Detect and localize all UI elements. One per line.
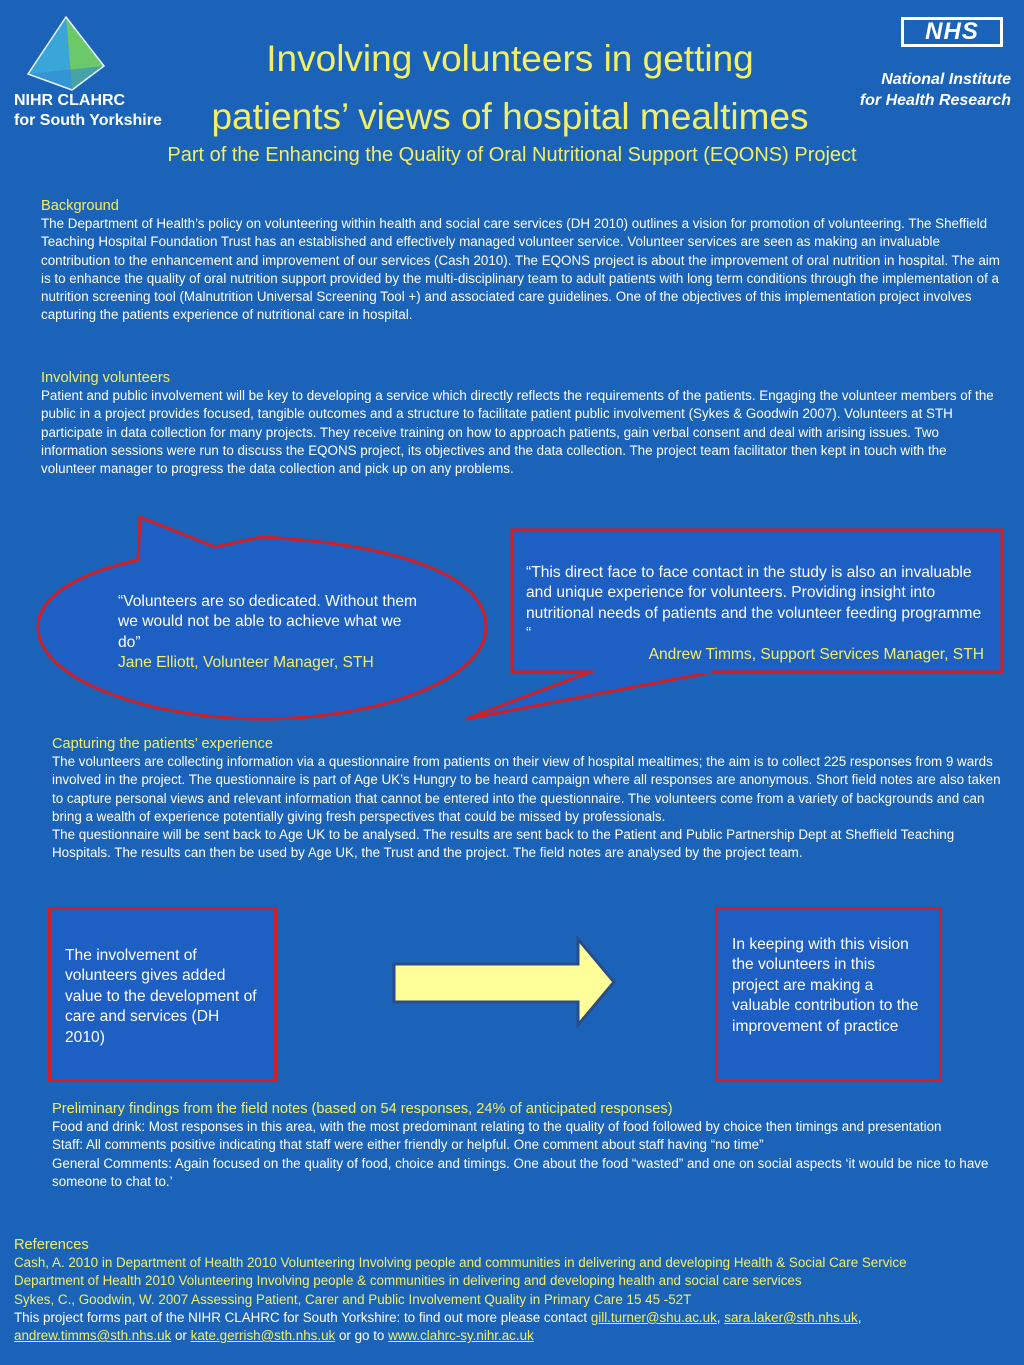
- right-arrow-icon: [390, 936, 618, 1028]
- involving-heading: Involving volunteers: [41, 370, 170, 386]
- quote2-text: “This direct face to face contact in the study is also an invaluable and unique experience for volunteers. Providing insight into nutritional needs of patients and the volunteer feeding programme “: [526, 564, 982, 643]
- background-body: The Department of Health’s policy on volunteering within health and social care services (DH 2010) outlines a vision for promotion of volunteering. The Sheffield Teaching Hospital Foundation Trust has an established and effectively managed volunteer service. Volunteer services are seen as making an invaluable contribution to the enhancement and improvement of our services (Cash 2010). The EQONS project is about the improvement of oral nutrition in hospital. The aim is to enhance the quality of oral nutrition support provided by the multi-disciplinary team to adult patients with long term conditions through the implementation of a nutrition screening tool (Malnutrition Universal Screening Tool +) and associated care guidelines. One of the objectives of this implementation project involves capturing the patients experience of nutritional care in hospital.: [41, 216, 1000, 323]
- separator: ,: [857, 1309, 862, 1325]
- contact-intro: This project forms part of the NIHR CLAHRC for South Yorkshire: to find out more please contact: [14, 1309, 588, 1325]
- clahrc-logo: [22, 14, 108, 94]
- title-line1: Involving volunteers in getting: [266, 38, 754, 79]
- page-title: [190, 30, 830, 146]
- findings-staff: Staff: All comments positive indicating that staff were either friendly or helpful. One comment about staff having “no time”: [52, 1137, 764, 1153]
- subtitle: Part of the Enhancing the Quality of Oral Nutritional Support (EQONS) Project: [167, 144, 857, 166]
- email-link-kate[interactable]: kate.gerrish@sth.nhs.uk: [190, 1328, 336, 1344]
- findings-heading: Preliminary findings from the field notes (based on 54 responses, 24% of anticipated responses): [52, 1101, 673, 1117]
- quote1-text: “Volunteers are so dedicated. Without them we would not be able to achieve what we do”: [118, 593, 418, 651]
- email-link-sara[interactable]: sara.laker@sth.nhs.uk: [724, 1309, 858, 1325]
- quote2: [526, 563, 986, 665]
- quote2-attribution: Andrew Timms, Support Services Manager, STH: [648, 645, 984, 663]
- nihr-line2: for Health Research: [859, 92, 1011, 109]
- email-link-gill[interactable]: gill.turner@shu.ac.uk: [590, 1309, 717, 1325]
- or-text: or: [174, 1328, 187, 1344]
- background-heading: Background: [41, 198, 119, 214]
- callout-tail: [466, 672, 713, 719]
- nhs-logo: [901, 17, 1003, 47]
- capturing-para1: The volunteers are collecting information via a questionnaire from patients on their view of hospital mealtimes; the aim is to collect 225 responses from 9 wards involved in the project. The questionnaire is part of Age UK’s Hungry to be heard campaign where all responses are anonymous. Short field notes are also taken to capture personal views and relevant information that cannot be entered into the questionnaire. The volunteers come from a variety of backgrounds and can bring a wealth of experience potentially giving fresh perspectives that could be missed by professionals.: [52, 754, 1001, 824]
- separator: ,: [716, 1309, 721, 1325]
- goto-text: or go to: [338, 1328, 385, 1344]
- involving-section: [41, 369, 1001, 478]
- findings-general: General Comments: Again focused on the quality of food, choice and timings. One about the food “wasted” and one on social aspects ‘it would be nice to have someone to chat to.’: [52, 1155, 989, 1189]
- nhs-logo-text: NHS: [904, 20, 1000, 44]
- clahrc-logo-text: [14, 91, 162, 131]
- flow-left-box: [48, 907, 277, 1082]
- email-link-andrew[interactable]: andrew.timms@sth.nhs.uk: [14, 1328, 172, 1344]
- reference-1: Cash, A. 2010 in Department of Health 2010 Volunteering Involving people and communities in delivering and developing Health & Social Care Service: [14, 1255, 907, 1271]
- references-heading: References: [14, 1237, 89, 1253]
- findings-food: Food and drink: Most responses in this area, with the most predominant relating to the quality of food followed by choice then timings and presentation: [52, 1119, 942, 1135]
- flow-left-text: The involvement of volunteers gives added value to the development of care and services (DH 2010): [65, 947, 257, 1046]
- references-section: [14, 1236, 1004, 1345]
- reference-3: Sykes, C., Goodwin, W. 2007 Assessing Patient, Carer and Public Involvement Quality in Primary Care 15 45 -52T: [14, 1291, 692, 1307]
- logo-line2: for South Yorkshire: [14, 112, 162, 129]
- capturing-section: [52, 735, 1012, 862]
- website-link[interactable]: www.clahrc-sy.nihr.ac.uk: [388, 1328, 534, 1344]
- involving-body: Patient and public involvement will be key to developing a service which directly reflects the requirements of the patients. Engaging the volunteer members of the public in a project provides focused, tangible outcomes and a structure to facilitate patient public involvement (Sykes & Goodwin 2007). Volunteers at STH participate in data collection for many projects. They receive training on how to approach patients, gain verbal consent and deal with arising issues. Two information sessions were run to discuss the EQONS project, its objectives and the data collection. The project team facilitator then kept in touch with the volunteer manager to progress the data collection and pick up on any problems.: [41, 388, 994, 477]
- nihr-line1: National Institute: [881, 71, 1011, 88]
- background-section: [41, 197, 1001, 324]
- flow-right-box: [715, 907, 942, 1082]
- title-line2: patients’ views of hospital mealtimes: [211, 96, 809, 137]
- logo-line1: NIHR CLAHRC: [14, 92, 126, 109]
- pyramid-icon: [22, 14, 108, 94]
- nihr-text: [820, 69, 1011, 111]
- capturing-para2: The questionnaire will be sent back to Age UK to be analysed. The results are sent back to the Patient and Public Partnership Dept at Sheffield Teaching Hospitals. The results can then be used by Age UK, the Trust and the project. The field notes are analysed by the project team.: [52, 827, 955, 861]
- findings-section: [52, 1100, 1004, 1191]
- reference-2: Department of Health 2010 Volunteering Involving people & communities in delivering and developing health and social care services: [14, 1273, 802, 1289]
- flow-right-text: In keeping with this vision the volunteers in this project are making a valuable contribution to the improvement of practice: [732, 936, 919, 1035]
- contact-line: [14, 1309, 1004, 1345]
- capturing-heading: Capturing the patients’ experience: [52, 736, 273, 752]
- quote1: [118, 592, 418, 674]
- quote1-attribution: Jane Elliott, Volunteer Manager, STH: [118, 654, 374, 672]
